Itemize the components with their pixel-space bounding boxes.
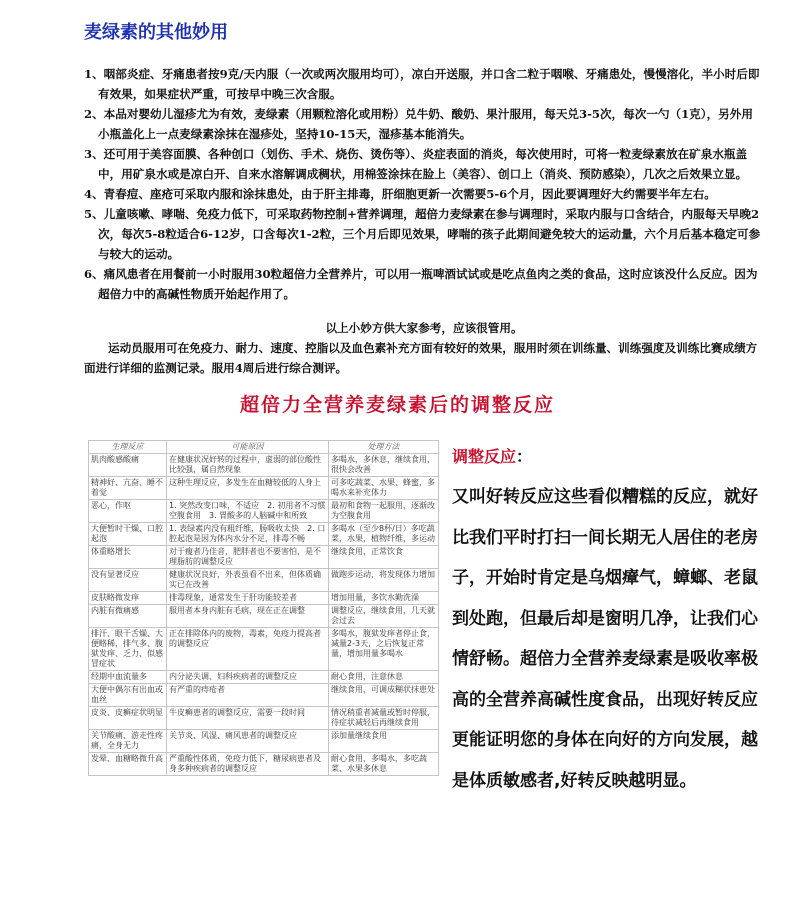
header-reaction: 生理反应: [89, 441, 167, 454]
list-item: 4、青春痘、座疮可采取内服和涂抹患处，由于肝主排毒，肝细胞更新一次需要5-6个月，因此要调理好大约需要半年左右。: [84, 187, 716, 201]
page-title: 麦绿素的其他妙用: [84, 22, 228, 43]
cell-cause: 健康状况良好，外表虽看不出来，但体质确实已在改善: [167, 569, 329, 592]
table-row: [89, 671, 439, 684]
cell-cause: 关节炎、风湿、痛风患者的调整反应: [167, 730, 329, 753]
cell-method: 多喝水，腹狱发痒者停止食，减量2-3天，之后恢复正常量，增加用量多喝水: [329, 628, 439, 671]
cell-reaction: 皮炎、皮癣症状明显: [89, 707, 167, 730]
cell-method: 调整反应，继续食用，几天就会过去: [329, 605, 439, 628]
table-row: [89, 753, 439, 776]
cell-cause: 有严重的痔疮者: [167, 684, 329, 707]
cell-cause: 正在排除体内的废物，毒素，免疫力提高者的调整反应: [167, 628, 329, 671]
cell-reaction: 肌肉酸感酸痛: [89, 454, 167, 477]
list-item: 1、咽部炎症、牙痛患者按9克/天内服（一次或两次服用均可），凉白开送服，并口含二粒于咽喉、牙痛患处，慢慢溶化，半小时后即有效果，如果症状严重，可按早中晚三次含服。: [84, 67, 760, 101]
cell-cause: 严重酸性体质，免疫力低下，糖尿病患者及身多种疾病者的调整反应: [167, 753, 329, 776]
cell-cause: 对于瘦者乃佳音，肥胖者也不要害怕，是不理脂肪的调整反应: [167, 546, 329, 569]
athlete-note: 运动员服用可在免疫力、耐力、速度、控脂以及血色素补充方面有较好的效果，服用时须在训练量、训练强度及训练比赛成绩方面进行详细的监测记录。服用4周后进行综合测评。: [84, 341, 758, 375]
cell-reaction: 体重略增长: [89, 546, 167, 569]
table-row: [89, 523, 439, 546]
section-subtitle: 超倍力全营养麦绿素后的调整反应: [239, 394, 555, 416]
side-heading-colon: ：: [516, 447, 533, 466]
cell-method: 耐心食用，多喝水，多吃蔬菜、水果多休息: [329, 753, 439, 776]
cell-reaction: 内脏有微痛感: [89, 605, 167, 628]
table-row: [89, 707, 439, 730]
side-heading-text: 调整反应: [452, 447, 517, 466]
cell-method: 多喝水，多休息，继续食用，很快会改善: [329, 454, 439, 477]
reaction-table: [88, 440, 439, 776]
list-item: 2、本品对婴幼儿湿疹尤为有效，麦绿素（用颗粒溶化或用粉）兑牛奶、酸奶、果汁服用，每天兑3-5次，每次一勺（1克），另外用小瓶盖化上一点麦绿素涂抹在湿疹处，坚持10-15天，湿疹基本能消失。: [84, 107, 753, 141]
uses-list: [84, 64, 764, 304]
table-row: [89, 454, 439, 477]
cell-reaction: 恶心，作呕: [89, 500, 167, 523]
list-item: 3、还可用于美容面膜、各种创口（划伤、手术、烧伤、烫伤等）、炎症表面的消炎，每次使用时，可将一粒麦绿素放在矿泉水瓶盖中，用矿泉水或是凉白开、自来水溶解调成稠状，用棉签涂抹在脸上（美容）、创口上（消炎、预防感染），几次之后效果立显。: [84, 147, 748, 181]
cell-method: 添加量继续食用: [329, 730, 439, 753]
cell-reaction: 经期中血流量多: [89, 671, 167, 684]
table-row: [89, 592, 439, 605]
table-row: [89, 605, 439, 628]
table-row: [89, 546, 439, 569]
cell-method: 做跑步运动，将发现体力增加: [329, 569, 439, 592]
cell-reaction: 精神好、亢奋、睡不着觉: [89, 477, 167, 500]
cell-cause: 这种生理反应，多发生在血糖较低的人身上: [167, 477, 329, 500]
table-body: [89, 454, 439, 776]
cell-method: 增加用量，多饮水勤洗澡: [329, 592, 439, 605]
cell-cause: 排毒现象，通常发生于肝功能较差者: [167, 592, 329, 605]
table-row: [89, 730, 439, 753]
cell-reaction: 大便暂时干燥、口腔起泡: [89, 523, 167, 546]
cell-method: 可多吃蔬菜、水果、蜂蜜，多喝水来补充体力: [329, 477, 439, 500]
cell-method: 情况稍重者减量或暂时停服，待症状减轻后再继续食用: [329, 707, 439, 730]
cell-method: 继续食用，正常饮食: [329, 546, 439, 569]
cell-method: 继续食用，可调成糊状抹患处: [329, 684, 439, 707]
table-header-row: [89, 441, 439, 454]
list-item: 6、痛风患者在用餐前一小时服用30粒超倍力全营养片，可以用一瓶啤酒试试或是吃点鱼肉之类的食品，这时应该没什么反应。因为超倍力中的高碱性物质开始起作用了。: [84, 267, 758, 301]
cell-reaction: 排汗、眼干舌燥、大便略稀，排气多、腹狱发痒、乏力、似感冒症状: [89, 628, 167, 671]
cell-cause: 牛皮癣患者的调整反应，需要一段时间: [167, 707, 329, 730]
side-heading: [452, 444, 772, 467]
header-cause: 可能原因: [167, 441, 329, 454]
table-row: [89, 500, 439, 523]
cell-reaction: 没有显著反应: [89, 569, 167, 592]
table-row: [89, 569, 439, 592]
cell-cause: 内分泌失调、妇科疾病者的调整反应: [167, 671, 329, 684]
table-row: [89, 477, 439, 500]
cell-reaction: 皮肤略微发痒: [89, 592, 167, 605]
table-row: [89, 684, 439, 707]
cell-method: 多喝水（至少8杯/日）多吃蔬菜，水果，植物纤维，多运动: [329, 523, 439, 546]
list-item: 5、儿童咳嗽、哮喘、免疫力低下，可采取药物控制+营养调理，超倍力麦绿素在参与调理时，采取内服与口含结合，内服每天早晚2次，每次5-8粒适合6-12岁，口含每次1-2粒，三个月后即见效果，哮喘的孩子此期间避免较大的运动量，六个月后基本稳定可参与较大的运动。: [84, 207, 761, 261]
cell-reaction: 关节酸痛、游走性疼痛，全身无力: [89, 730, 167, 753]
cell-method: 耐心食用，注意休息: [329, 671, 439, 684]
cell-cause: 1. 突然改变口味，不适应 2. 初用者不习惯空腹食用 3. 胃酸多的人脑碱中和所致: [167, 500, 329, 523]
cell-cause: 1. 表绿素内没有粗纤维，肠吸收太快 2. 口腔起泡是因为体内水分不足，排毒不畅: [167, 523, 329, 546]
cell-method: 最初和食物一起服用，逐渐改为空腹食用: [329, 500, 439, 523]
table-row: [89, 628, 439, 671]
cell-cause: 服用者本身内脏有毛病，现在正在调整: [167, 605, 329, 628]
side-body: 又叫好转反应这些看似糟糕的反应，就好比我们平时打扫一间长期无人居住的老房子，开始时肯定是乌烟瘴气，蟑螂、老鼠到处跑，但最后却是窗明几净，让我们心情舒畅。超倍力全营养麦绿素是吸收率极高的全营养高碱性度食品，出现好转反应更能证明您的身体在向好的方向发展，越是体质敏感者,好转反映越明显。: [452, 487, 758, 791]
side-panel: [452, 444, 772, 801]
cell-cause: 在健康状况好转的过程中，虚弱的部位酸性比较强，属自然现象: [167, 454, 329, 477]
header-method: 处理方法: [329, 441, 439, 454]
cell-reaction: 大便中偶尔有出血或血丝: [89, 684, 167, 707]
cell-reaction: 发晕、血糖略微升高: [89, 753, 167, 776]
closing-note: 以上小妙方供大家参考，应该很管用。: [325, 321, 523, 335]
